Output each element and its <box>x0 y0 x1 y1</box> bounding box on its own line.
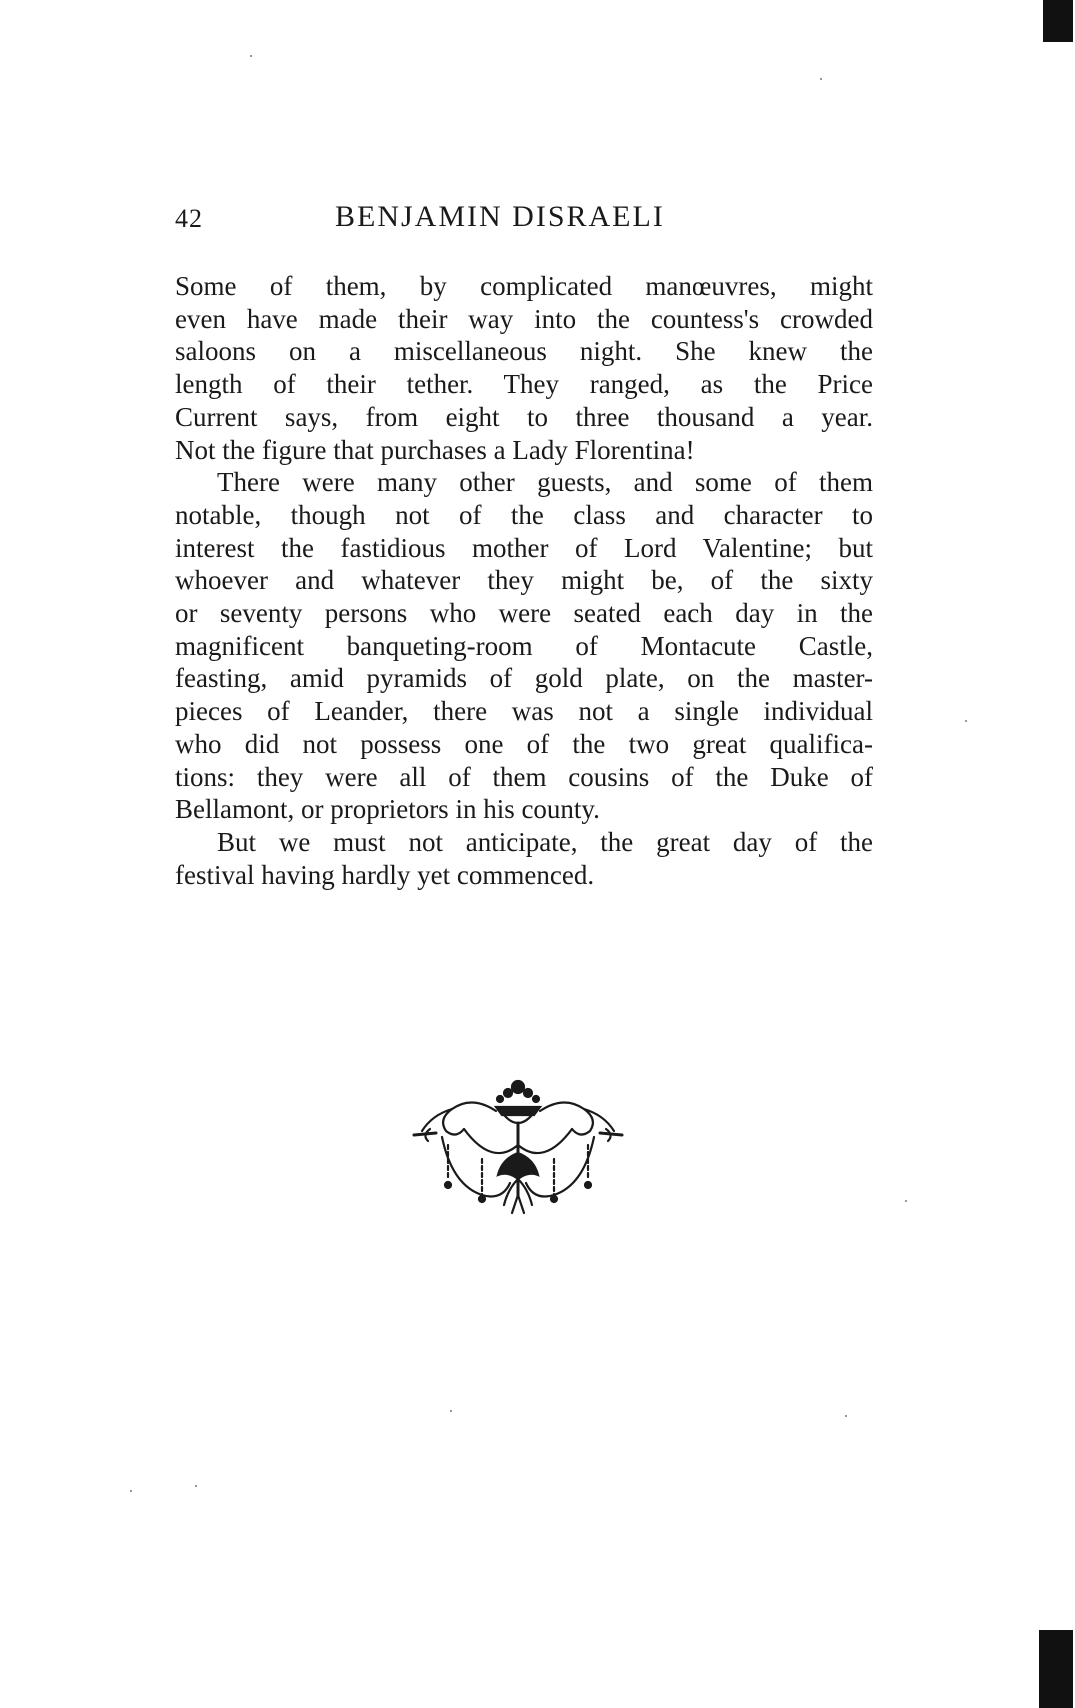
text-line: festival having hardly yet commenced. <box>175 859 595 890</box>
text-line: There were many other guests, and some of them <box>217 467 873 498</box>
text-line: interest the fastidious mother of Lord Valentine; but <box>175 532 873 563</box>
text-line: whoever and whatever they might be, of the sixty <box>175 565 873 596</box>
paper-speck <box>195 1485 197 1487</box>
text-line: Some of them, by complicated manœuvres, might <box>175 271 873 301</box>
running-title: BENJAMIN DISRAELI <box>335 200 665 233</box>
paper-speck <box>845 1415 847 1417</box>
paragraph-2 <box>175 466 873 826</box>
page-number: 42 <box>175 204 203 233</box>
paragraph-3 <box>175 826 873 891</box>
text-line: Bellamont, or proprietors in his county. <box>175 794 600 825</box>
paper-speck <box>450 1410 452 1412</box>
text-line: tions: they were all of them cousins of the Duke of <box>175 761 873 792</box>
text-line: or seventy persons who were seated each day in the <box>175 598 873 629</box>
text-line: saloons on a miscellaneous night. She knew the <box>175 336 873 367</box>
body-text <box>175 270 873 891</box>
paper-speck <box>965 720 967 722</box>
text-line: feasting, amid pyramids of gold plate, on the master- <box>175 663 873 694</box>
text-line: magnificent banqueting-room of Montacute Castle, <box>175 630 873 661</box>
floral-urn-tailpiece-icon <box>412 1075 624 1215</box>
paragraph-1 <box>175 270 873 466</box>
text-line: Current says, from eight to three thousand a year. <box>175 401 873 432</box>
paper-speck <box>130 1490 132 1492</box>
text-line: But we must not anticipate, the great day of the <box>217 826 873 857</box>
scan-edge-mark <box>1039 1630 1073 1708</box>
scan-edge-mark <box>1043 0 1073 42</box>
running-head <box>175 200 875 240</box>
text-line: who did not possess one of the two great qualifica- <box>175 728 873 759</box>
paper-speck <box>905 1200 907 1202</box>
text-line: length of their tether. They ranged, as the Price <box>175 369 873 400</box>
text-line: pieces of Leander, there was not a single individual <box>175 696 873 727</box>
paper-speck <box>820 78 822 80</box>
text-line: even have made their way into the countess's crowded <box>175 303 873 334</box>
text-line: Not the figure that purchases a Lady Florentina! <box>175 434 695 465</box>
text-line: notable, though not of the class and character to <box>175 499 873 530</box>
paper-speck <box>250 55 252 57</box>
